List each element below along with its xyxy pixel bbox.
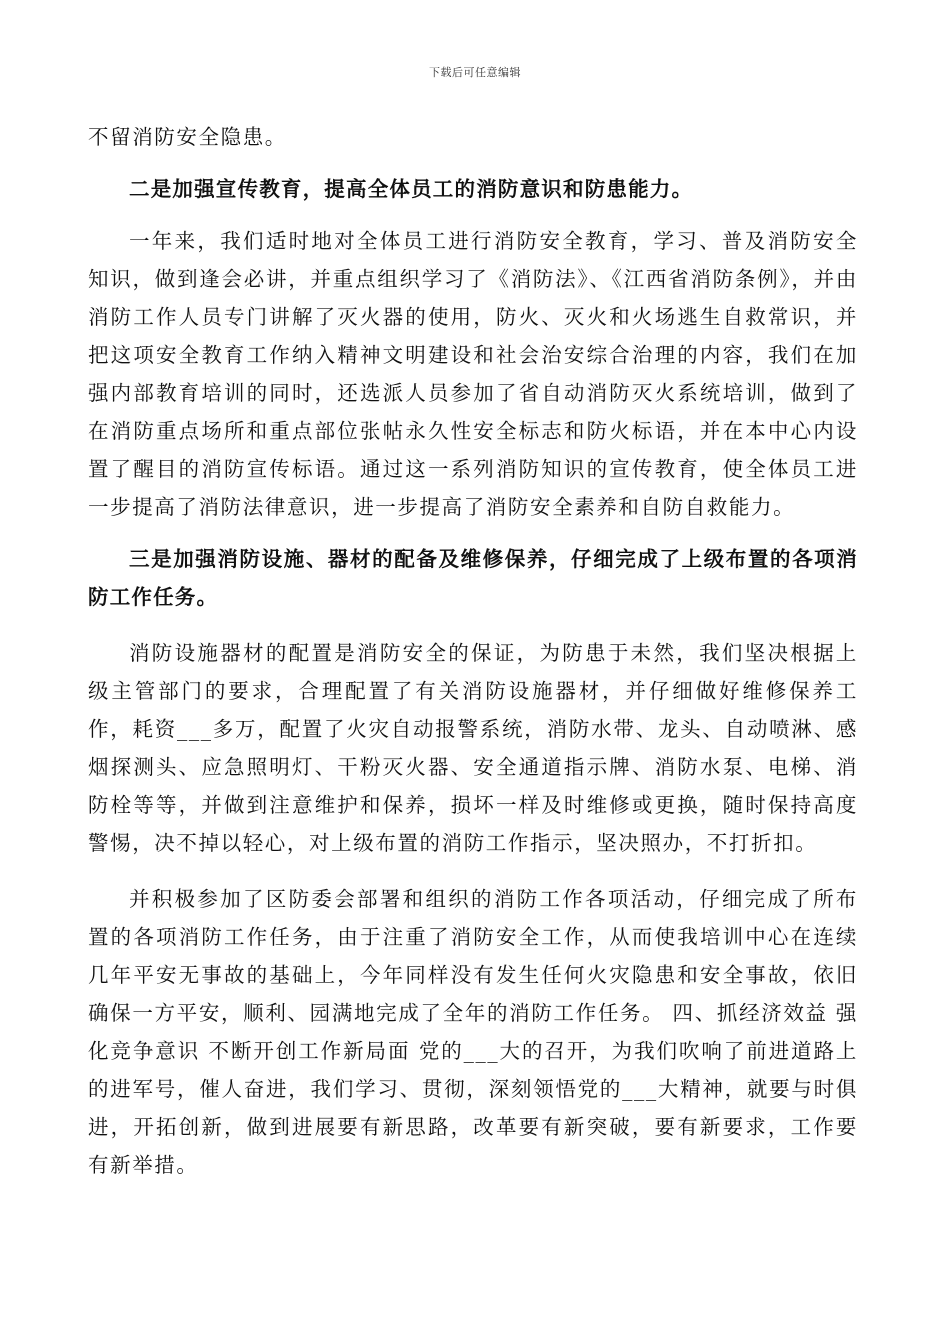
page-header-note: 下载后可任意编辑: [429, 66, 521, 79]
paragraph-equipment: 消防设施器材的配置是消防安全的保证，为防患于未然，我们坚决根据上级主管部门的要求，合理配置了有关消防设施器材，并仔细做好维修保养工作，耗资___多万，配置了火灾自动报警系统，消防水带、龙头、自动喷淋、感烟探测头、应急照明灯、干粉灭火器、安全通道指示牌、消防水泵、电梯、消防栓等等，并做到注意维护和保养，损坏一样及时维修或更换，随时保持高度警惕，决不掉以轻心，对上级布置的消防工作指示，坚决照办，不打折扣。: [88, 641, 858, 855]
paragraph-continuation: 不留消防安全隐患。: [88, 125, 287, 149]
section-heading-3: 三是加强消防设施、器材的配备及维修保养，仔细完成了上级布置的各项消防工作任务。: [88, 547, 858, 609]
section-heading-2: 二是加强宣传教育，提高全体员工的消防意识和防患能力。: [129, 177, 694, 201]
document-body: [88, 118, 858, 1184]
paragraph-education: 一年来，我们适时地对全体员工进行消防安全教育，学习、普及消防安全知识，做到逢会必讲，并重点组织学习了《消防法》、《江西省消防条例》，并由消防工作人员专门讲解了灭火器的使用，防火、灭火和火场逃生自救常识，并把这项安全教育工作纳入精神文明建设和社会治安综合治理的内容，我们在加强内部教育培训的同时，还选派人员参加了省自动消防灭火系统培训，做到了在消防重点场所和重点部位张帖永久性安全标志和防火标语，并在本中心内设置了醒目的消防宣传标语。通过这一系列消防知识的宣传教育，使全体员工进一步提高了消防法律意识，进一步提高了消防安全素养和自防自救能力。: [88, 229, 858, 519]
paragraph-activities: 并积极参加了区防委会部署和组织的消防工作各项活动，仔细完成了所布置的各项消防工作任务，由于注重了消防安全工作，从而使我培训中心在连续几年平安无事故的基础上，今年同样没有发生任何火灾隐患和安全事故，依旧确保一方平安，顺利、园满地完成了全年的消防工作任务。 四、抓经济效益 强化竞争意识 不断开创工作新局面 党的___大的召开，为我们吹响了前进道路上的进军号，催人奋进，我们学习、贯彻，深刻领悟党的___大精神，就要与时俱进，开拓创新，做到进展要有新思路，改革要有新突破，要有新要求，工作要有新举措。: [88, 887, 858, 1177]
